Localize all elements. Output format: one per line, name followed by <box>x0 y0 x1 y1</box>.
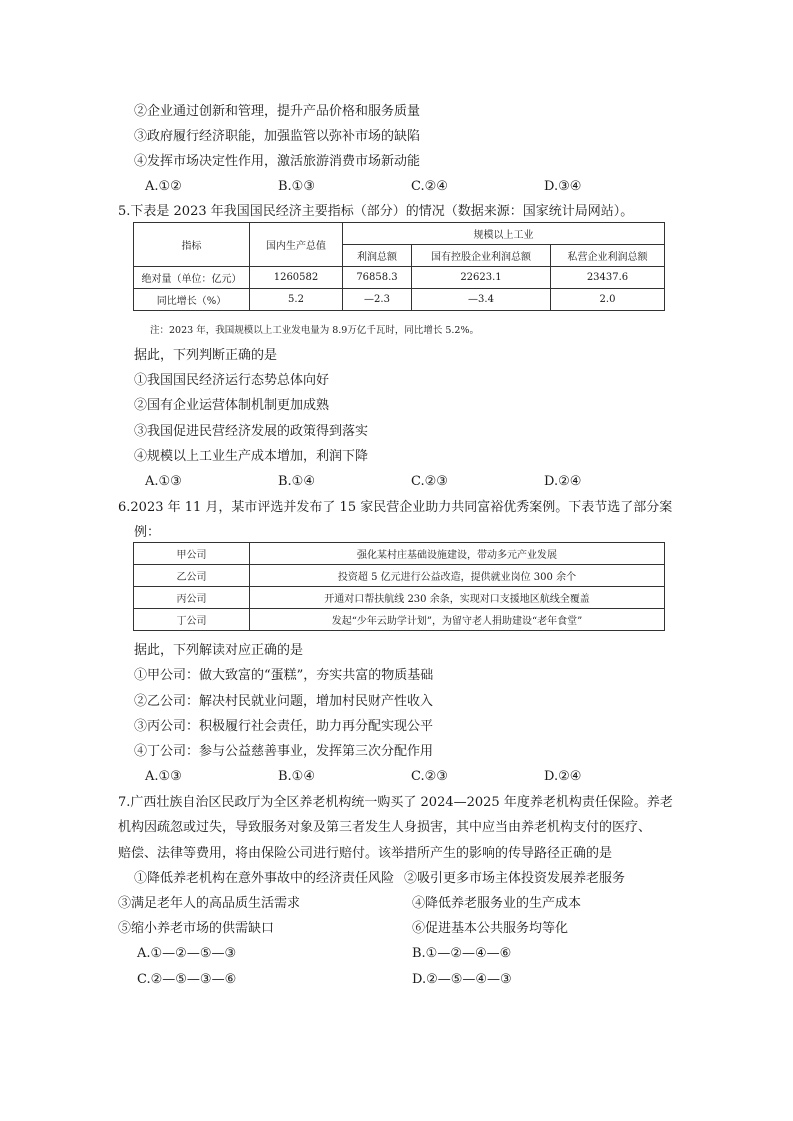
table-header-indicator: 指标 <box>134 223 250 267</box>
table-cell-company: 丙公司 <box>134 587 250 609</box>
q5-option-c: C.②③ <box>411 474 448 489</box>
q7-item-1: ①降低养老机构在意外事故中的经济责任风险 <box>134 871 395 886</box>
q4-item-4: ④发挥市场决定性作用，激活旅游消费市场新动能 <box>134 154 421 169</box>
q5-table-note: 注：2023 年，我国规模以上工业发电量为 8.9万亿千瓦时，同比增长 5.2%。 <box>150 325 479 336</box>
q7-item-6: ⑥促进基本公共服务均等化 <box>412 921 569 936</box>
q6-option-a: A.①③ <box>145 769 182 784</box>
q4-option-a: A.①② <box>145 179 182 194</box>
table-cell-case: 发起“少年云助学计划”，为留守老人捐助建设“老年食堂” <box>250 609 665 631</box>
table-cell-case: 开通对口帮扶航线 230 余条，实现对口支援地区航线全覆盖 <box>250 587 665 609</box>
q7-item-4: ④降低养老服务业的生产成本 <box>412 896 582 911</box>
q5-stem: 5.下表是 2023 年我国国民经济主要指标（部分）的情况（数据来源：国家统计局网站）。 <box>118 204 634 219</box>
q4-item-3: ③政府履行经济职能，加强监管以弥补市场的缺陷 <box>134 129 421 144</box>
q7-option-d: D.②—⑤—④—③ <box>412 972 512 987</box>
q7-option-b: B.①—②—④—⑥ <box>412 946 512 961</box>
q5-option-d: D.②④ <box>544 474 582 489</box>
q7-item-2: ②吸引更多市场主体投资发展养老服务 <box>404 871 626 886</box>
table-row <box>134 267 665 289</box>
q7-stem-line-1: 7.广西壮族自治区民政厅为全区养老机构统一购买了 2024—2025 年度养老机构责任保险。养老 <box>118 795 673 810</box>
q4-option-c: C.②④ <box>411 179 448 194</box>
q5-item-4: ④规模以上工业生产成本增加，利润下降 <box>134 449 369 464</box>
q7-item-3: ③满足老年人的高品质生活需求 <box>118 896 301 911</box>
q5-option-a: A.①③ <box>145 474 182 489</box>
q6-item-1: ①甲公司：做大致富的“蛋糕”，夯实共富的物质基础 <box>134 668 434 683</box>
table-cell: 1260582 <box>250 267 343 289</box>
q6-case-table <box>133 542 665 631</box>
table-cell-company: 乙公司 <box>134 565 250 587</box>
table-cell: 22623.1 <box>412 267 551 289</box>
q4-option-b: B.①③ <box>278 179 315 194</box>
q6-option-d: D.②④ <box>544 769 582 784</box>
table-header-profit: 利润总额 <box>343 245 412 267</box>
table-header-private-profit: 私营企业利润总额 <box>551 245 665 267</box>
q6-item-4: ④丁公司：参与公益慈善事业，发挥第三次分配作用 <box>134 744 434 759</box>
q4-item-2: ②企业通过创新和管理，提升产品价格和服务质量 <box>134 104 421 119</box>
table-cell: 2.0 <box>551 289 665 311</box>
q7-stem-line-3: 赔偿、法律等费用，将由保险公司进行赔付。该举措所产生的影响的传导路径正确的是 <box>118 846 613 861</box>
q7-stem-line-2: 机构因疏忽或过失，导致服务对象及第三者发生人身损害，其中应当由养老机构支付的医疗、 <box>118 820 652 835</box>
q6-stem-line-1: 6.2023 年 11 月，某市评选并发布了 15 家民营企业助力共同富裕优秀案例。下表节选了部分案 <box>118 500 673 515</box>
q5-item-2: ②国有企业运营体制机制更加成熟 <box>134 398 330 413</box>
table-cell-company: 丁公司 <box>134 609 250 631</box>
q6-option-c: C.②③ <box>411 769 448 784</box>
q7-item-5: ⑤缩小养老市场的供需缺口 <box>118 921 275 936</box>
table-cell: 同比增长（%） <box>134 289 250 311</box>
q5-indicator-table <box>133 222 665 311</box>
table-cell: 5.2 <box>250 289 343 311</box>
q6-lead: 据此，下列解读对应正确的是 <box>134 643 304 658</box>
table-row <box>134 587 665 609</box>
table-cell: 绝对量（单位：亿元） <box>134 267 250 289</box>
q5-item-1: ①我国国民经济运行态势总体向好 <box>134 373 330 388</box>
q5-item-3: ③我国促进民营经济发展的政策得到落实 <box>134 424 369 439</box>
q5-lead: 据此，下列判断正确的是 <box>134 348 278 363</box>
q6-option-b: B.①④ <box>278 769 315 784</box>
q7-option-a: A.①—②—⑤—③ <box>137 946 237 961</box>
table-row <box>134 543 665 565</box>
q6-item-3: ③丙公司：积极履行社会责任，助力再分配实现公平 <box>134 719 434 734</box>
q6-item-2: ②乙公司：解决村民就业问题，增加村民财产性收入 <box>134 694 434 709</box>
q5-option-b: B.①④ <box>278 474 315 489</box>
table-cell-case: 投资超 5 亿元进行公益改造，提供就业岗位 300 余个 <box>250 565 665 587</box>
q4-option-d: D.③④ <box>544 179 582 194</box>
table-cell-case: 强化某村庄基础设施建设，带动多元产业发展 <box>250 543 665 565</box>
table-row <box>134 565 665 587</box>
table-row <box>134 609 665 631</box>
q6-stem-line-2: 例： <box>134 525 161 540</box>
table-cell: 23437.6 <box>551 267 665 289</box>
table-cell: 76858.3 <box>343 267 412 289</box>
table-cell: —3.4 <box>412 289 551 311</box>
table-row <box>134 289 665 311</box>
table-header-gdp: 国内生产总值 <box>250 223 343 267</box>
table-cell: —2.3 <box>343 289 412 311</box>
table-cell-company: 甲公司 <box>134 543 250 565</box>
table-header-industry: 规模以上工业 <box>343 223 665 245</box>
table-header-state-profit: 国有控股企业利润总额 <box>412 245 551 267</box>
q7-option-c: C.②—⑤—③—⑥ <box>137 972 237 987</box>
